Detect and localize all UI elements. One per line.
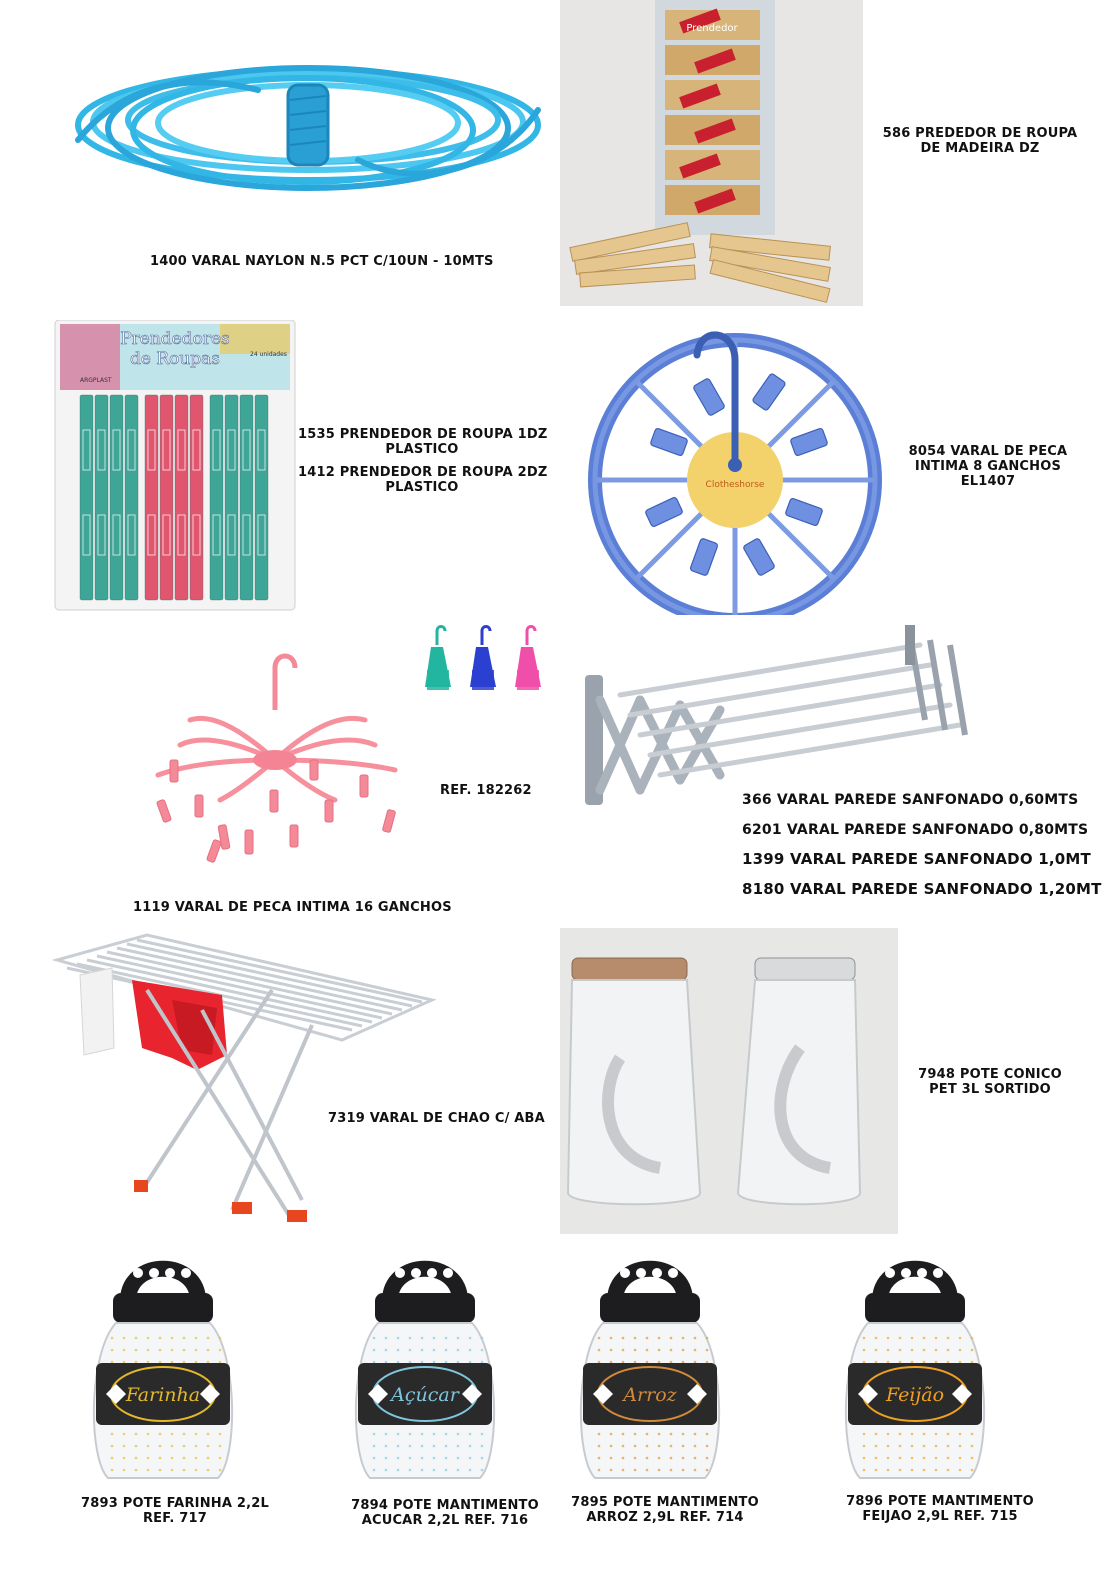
storage-jar-caption-4: 7896 POTE MANTIMENTO FEIJAO 2,9L REF. 715	[846, 1494, 1034, 1524]
conical-jars-photo	[560, 928, 898, 1234]
floor-rack-caption: 7319 VARAL DE CHAO C/ ABA	[328, 1111, 545, 1126]
svg-text:24 unidades: 24 unidades	[250, 351, 287, 358]
svg-text:ARGPLAST: ARGPLAST	[80, 377, 112, 384]
storage-jar-caption-1: 7893 POTE FARINHA 2,2L REF. 717	[81, 1496, 269, 1526]
hanger-16-ref: REF. 182262	[440, 783, 532, 798]
wall-rack-caption: 366 VARAL PAREDE SANFONADO 0,60MTS 6201 VARAL PAREDE SANFONADO 0,80MTS 1399 VARAL PAREDE SANFONADO 1,0MT 8180 VARAL PAREDE SANFONADO 1,20MT	[742, 792, 1102, 898]
storage-jar-4	[840, 1243, 990, 1488]
svg-text:Prendedor: Prendedor	[686, 23, 738, 34]
storage-jar-caption-2: 7894 POTE MANTIMENTO ACUCAR 2,2L REF. 716	[351, 1498, 539, 1528]
storage-jar-caption-3: 7895 POTE MANTIMENTO ARROZ 2,9L REF. 714	[571, 1495, 759, 1525]
storage-jar-1	[88, 1243, 238, 1488]
wooden-pegs-caption: 586 PREDEDOR DE ROUPA DE MADEIRA DZ	[882, 126, 1078, 156]
floor-drying-rack-photo	[52, 930, 437, 1230]
svg-text:de Roupas: de Roupas	[129, 349, 221, 369]
rope-caption: 1400 VARAL NAYLON N.5 PCT C/10UN - 10MTS	[150, 254, 494, 269]
hanger-16-caption: 1119 VARAL DE PECA INTIMA 16 GANCHOS	[133, 900, 452, 915]
plastic-pegs-package-photo	[50, 320, 300, 615]
round-hanger-8-caption: 8054 VARAL DE PECA INTIMA 8 GANCHOS EL1407	[908, 444, 1068, 489]
round-hanger-8-photo	[585, 315, 890, 615]
wooden-pegs-photo	[560, 0, 863, 306]
svg-text:Clotheshorse: Clotheshorse	[705, 480, 765, 490]
jar-label-text: Açúcar	[391, 1384, 459, 1406]
jar-label-text: Farinha	[125, 1384, 201, 1406]
storage-jar-2	[350, 1243, 500, 1488]
rope-photo	[58, 30, 558, 205]
svg-text:Prendedores: Prendedores	[120, 329, 230, 349]
jar-label-text: Arroz	[623, 1384, 677, 1406]
hanger-16-color-variants	[415, 625, 545, 695]
plastic-pegs-caption: 1535 PRENDEDOR DE ROUPA 1DZ PLASTICO 1412 PRENDEDOR DE ROUPA 2DZ PLASTICO	[298, 427, 548, 495]
storage-jar-3	[575, 1243, 725, 1488]
conical-jar-caption: 7948 POTE CONICO PET 3L SORTIDO	[918, 1067, 1062, 1097]
jar-label-text: Feijão	[885, 1384, 945, 1406]
pink-hanger-16-photo	[150, 650, 410, 890]
